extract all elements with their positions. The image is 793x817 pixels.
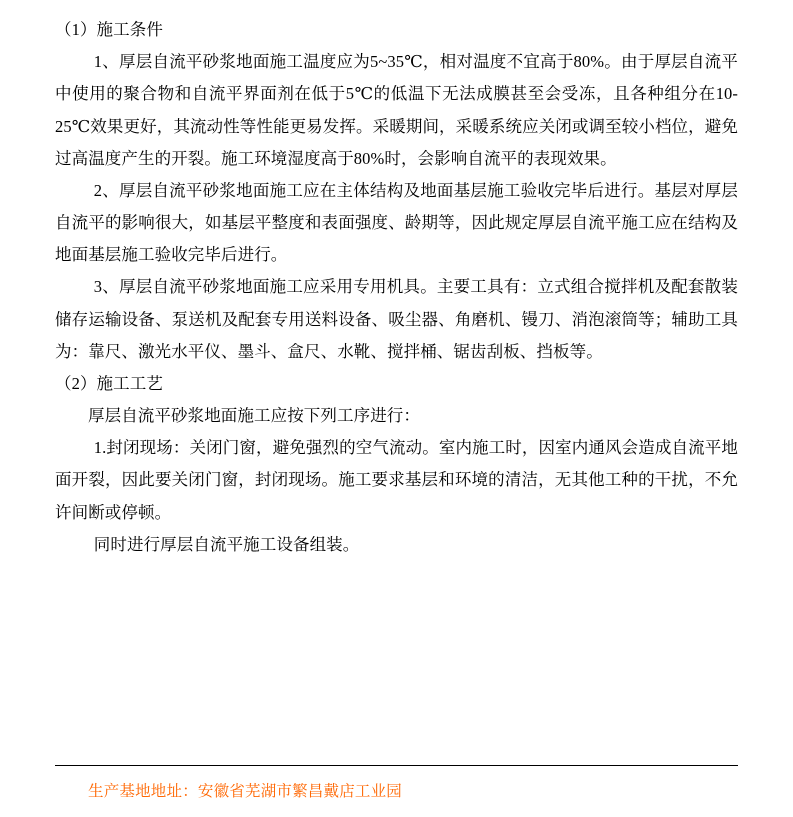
- heading-construction-conditions: （1）施工条件: [55, 20, 163, 39]
- paragraph-process-intro: 厚层自流平砂浆地面施工应按下列工序进行：: [88, 406, 420, 426]
- paragraph-item-1-temperature: 1、厚层自流平砂浆地面施工温度应为5~35℃，相对温度不宜高于80%。由于厚层自流平中使用的聚合物和自流平界面剂在低于5℃的低温下无法成膜甚至会受冻，且各种组分在10-25℃效果更好，其流动性等性能更易发挥。采暖期间，采暖系统应关闭或调至较小档位，避免过高温度产生的开裂。施工环境湿度高于80%时，会影响自流平的表现效果。: [55, 52, 738, 168]
- document-body: [55, 14, 738, 561]
- footer-address: 生产基地地址：安徽省芜湖市繁昌戴店工业园: [88, 783, 403, 800]
- paragraph-process-step-1: 1.封闭现场：关闭门窗，避免强烈的空气流动。室内施工时，因室内通风会造成自流平地面开裂，因此要关闭门窗，封闭现场。施工要求基层和环境的清洁，无其他工种的干扰，不允许间断或停顿。: [55, 438, 738, 522]
- paragraph-item-3-tools: 3、厚层自流平砂浆地面施工应采用专用机具。主要工具有：立式组合搅拌机及配套散装储存运输设备、泵送机及配套专用送料设备、吸尘器、角磨机、镘刀、消泡滚筒等；辅助工具为：靠尺、激光水平仪、墨斗、盒尺、水靴、搅拌桶、锯齿刮板、挡板等。: [55, 277, 738, 361]
- footer-divider: [55, 765, 738, 766]
- paragraph-item-2-base-layer: 2、厚层自流平砂浆地面施工应在主体结构及地面基层施工验收完毕后进行。基层对厚层自流平的影响很大，如基层平整度和表面强度、龄期等，因此规定厚层自流平施工应在结构及地面基层施工验收完毕后进行。: [55, 180, 738, 265]
- heading-construction-process: （2）施工工艺: [55, 373, 163, 393]
- paragraph-process-step-assembly: 同时进行厚层自流平施工设备组装。: [93, 534, 360, 554]
